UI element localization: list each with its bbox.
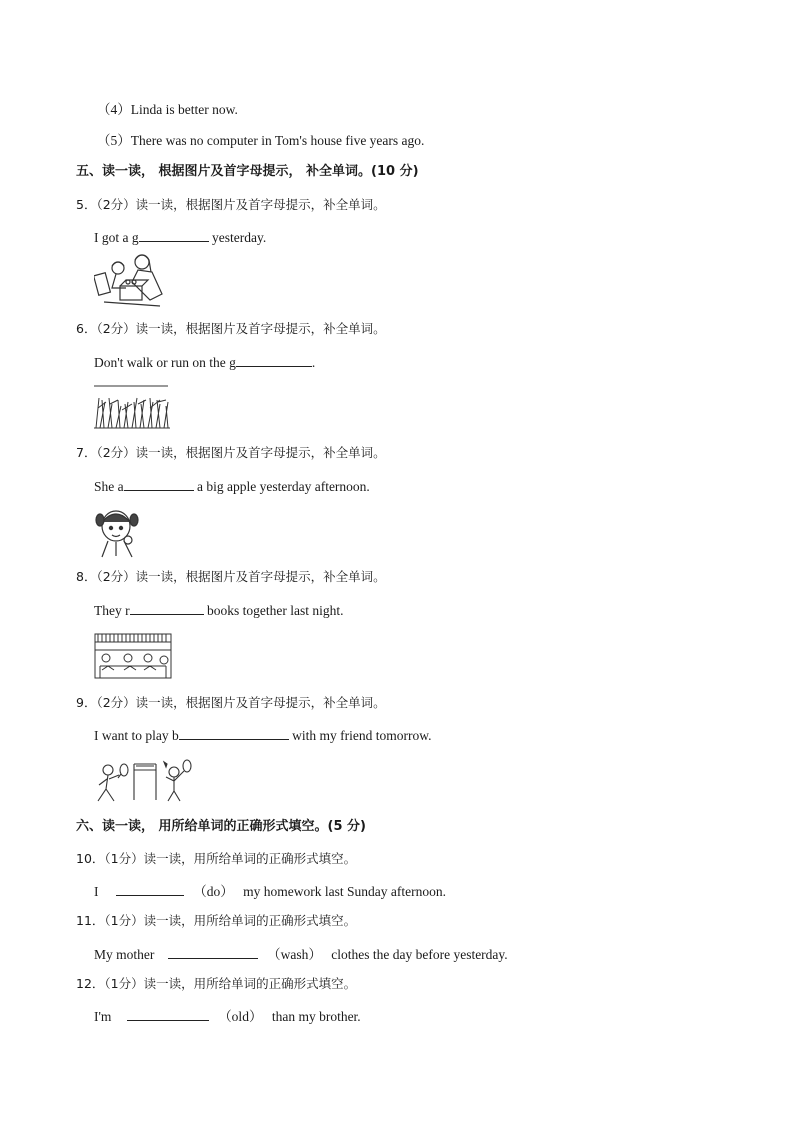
sentence-after: my homework last Sunday afternoon.	[243, 884, 446, 899]
word-hint: （wash）	[267, 947, 322, 962]
question-number: 12．	[76, 976, 105, 991]
question-5-stem	[76, 196, 386, 214]
question-text: （2分）读一读，根据图片及首字母提示，补全单词。	[96, 321, 386, 336]
grass-icon	[94, 384, 170, 430]
question-text: （2分）读一读，根据图片及首字母提示，补全单词。	[96, 197, 386, 212]
answer-blank[interactable]	[179, 725, 289, 740]
question-9-sentence	[94, 725, 431, 745]
sentence-after: .	[311, 355, 316, 370]
question-text: （2分）读一读，根据图片及首字母提示，补全单词。	[96, 445, 386, 460]
question-11-stem	[76, 912, 356, 930]
question-5-sentence	[94, 227, 266, 247]
question-7-sentence	[94, 476, 370, 496]
sentence-before: I want to play b	[94, 728, 179, 743]
question-text: （1分）读一读，用所给单词的正确形式填空。	[104, 976, 357, 991]
question-text: （1分）读一读，用所给单词的正确形式填空。	[104, 913, 357, 928]
answer-blank[interactable]	[139, 227, 209, 242]
word-hint: （old）	[218, 1009, 263, 1024]
section-5-title: 五、读一读， 根据图片及首字母提示， 补全单词。(10 分)	[76, 164, 419, 179]
sentence-after: books together last night.	[203, 603, 344, 618]
question-9-stem	[76, 694, 386, 712]
item-4	[97, 101, 238, 119]
section-6-title: 六、读一读， 用所给单词的正确形式填空。(5 分)	[76, 819, 366, 834]
question-6-stem	[76, 320, 386, 338]
question-number: 8．	[76, 569, 97, 584]
sentence-after: clothes the day before yesterday.	[331, 947, 508, 962]
answer-blank[interactable]	[168, 944, 258, 959]
question-10-stem	[76, 850, 356, 868]
item-label: （4）	[97, 102, 131, 117]
sentence-before: I'm	[94, 1009, 112, 1024]
question-8-sentence	[94, 600, 343, 620]
sentence-before: They r	[94, 603, 130, 618]
question-6-sentence	[94, 352, 315, 372]
sentence-after: a big apple yesterday afternoon.	[193, 479, 370, 494]
word-hint: （do）	[193, 884, 234, 899]
question-11-sentence	[94, 944, 508, 964]
answer-blank[interactable]	[127, 1006, 209, 1021]
question-8-stem	[76, 568, 386, 586]
question-number: 10．	[76, 851, 105, 866]
gift-box-icon	[94, 252, 164, 310]
question-7-stem	[76, 444, 386, 462]
sentence-before: Don't walk or run on the g	[94, 355, 236, 370]
sentence-after: with my friend tomorrow.	[288, 728, 432, 743]
question-number: 6．	[76, 321, 97, 336]
sentence-before: My mother	[94, 947, 155, 962]
question-12-stem	[76, 975, 356, 993]
sentence-before: I got a g	[94, 230, 139, 245]
question-number: 9．	[76, 695, 97, 710]
question-10-sentence	[94, 881, 446, 901]
badminton-icon	[94, 756, 194, 804]
question-text: （2分）读一读，根据图片及首字母提示，补全单词。	[96, 695, 386, 710]
question-text: （2分）读一读，根据图片及首字母提示，补全单词。	[96, 569, 386, 584]
girl-eating-icon	[94, 506, 142, 558]
library-reading-icon	[94, 632, 172, 680]
answer-blank[interactable]	[130, 600, 204, 615]
question-number: 7．	[76, 445, 97, 460]
sentence-after: than my brother.	[271, 1009, 361, 1024]
sentence-before: I	[94, 884, 99, 899]
sentence-before: She a	[94, 479, 124, 494]
answer-blank[interactable]	[116, 881, 184, 896]
sentence-after: yesterday.	[208, 230, 267, 245]
item-text: Linda is better now.	[130, 102, 238, 117]
question-12-sentence	[94, 1006, 361, 1026]
answer-blank[interactable]	[124, 476, 194, 491]
item-5	[97, 132, 424, 150]
answer-blank[interactable]	[236, 352, 312, 367]
item-label: （5）	[97, 133, 131, 148]
question-text: （1分）读一读，用所给单词的正确形式填空。	[104, 851, 357, 866]
question-number: 5．	[76, 197, 97, 212]
item-text: There was no computer in Tom's house five years ago.	[130, 133, 425, 148]
question-number: 11．	[76, 913, 105, 928]
